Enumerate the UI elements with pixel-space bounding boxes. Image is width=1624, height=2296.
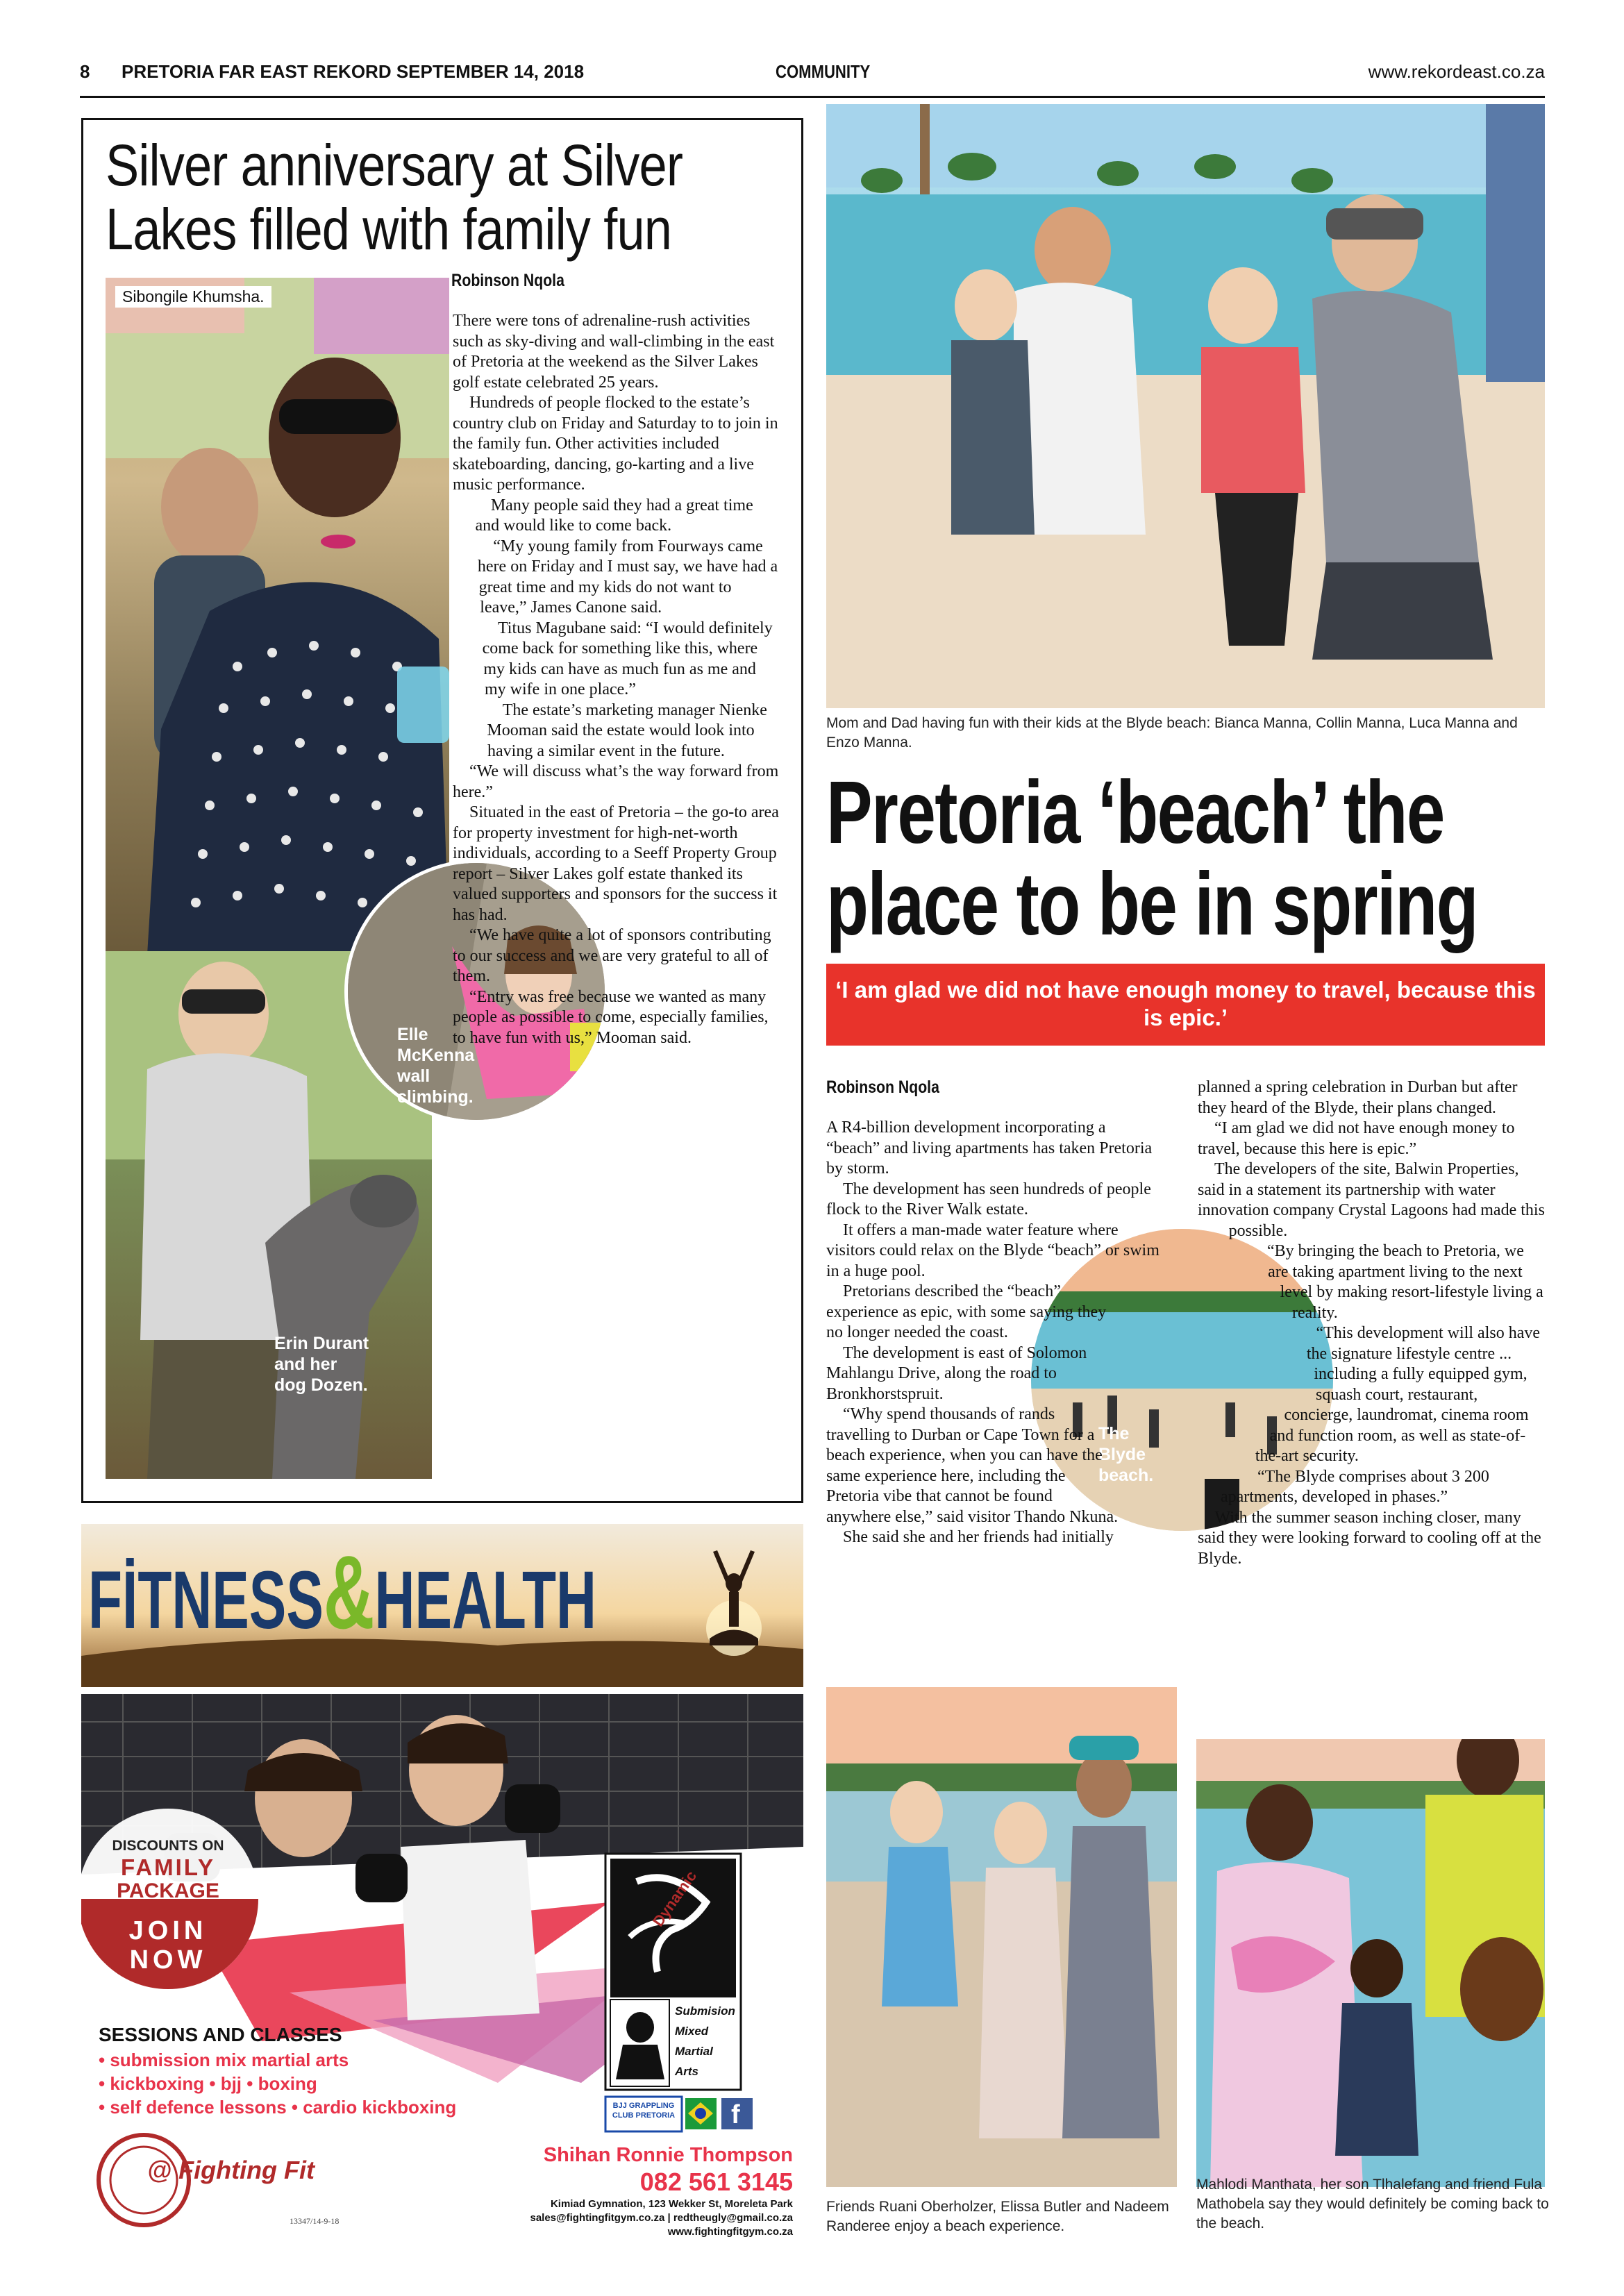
photo-manna-family [826, 104, 1545, 708]
right-col2-paragraph-7: With the summer season inching closer, many said they were looking forward to cooling off at the Blyde. [1198, 1508, 1541, 1568]
header-rule [80, 96, 1545, 98]
contact-name: Shihan Ronnie Thompson [543, 2144, 793, 2166]
right-col1-paragraph-6: “Why spend thousands of rands travelling to Durban or Cape Town for a beach experience, when you can have the same experience here, including the Pretoria vibe that cannot be found anywhere else,” said visitor Thando Nkuna. [826, 1405, 1119, 1526]
publication-line: PRETORIA FAR EAST REKORD SEPTEMBER 14, 2018 [122, 61, 585, 82]
title-f: F [88, 1555, 123, 1646]
left-paragraph-1: There were tons of adrenaline-rush activities such as sky-diving and wall-climbing in the east of Pretoria at the weekend as the Silver Lakes golf estate celebrated 25 years. [453, 312, 775, 392]
right-body-col1 [826, 1118, 1160, 1548]
right-col2-paragraph-2: “I am glad we did not have enough money to travel, because this here is epic.” [1198, 1119, 1515, 1158]
right-col1-paragraph-3: It offers a man-made water feature where visitors could relax on the Blyde “beach” or swim in a huge pool. [826, 1221, 1160, 1280]
photo-sibongile [106, 278, 449, 955]
title-tness: TNESS [137, 1555, 324, 1646]
title-health: HEALTH [374, 1555, 596, 1646]
right-headline: Pretoria ‘beach’ the place to be in spring [826, 763, 1478, 954]
photo-label-erin: Erin Durant and her dog Dozen. [274, 1334, 369, 1395]
ad-ref: 13347/14-9-18 [290, 2216, 340, 2226]
page-number: 8 [80, 61, 90, 82]
sessions-title: SESSIONS AND CLASSES [99, 2024, 342, 2045]
fitness-health-title [88, 1534, 596, 1650]
sessions-list [99, 2048, 456, 2119]
smma-text: Submision Mixed Martial Arts [675, 2004, 735, 2078]
contact-details [530, 2197, 793, 2239]
right-col2-paragraph-3: The developers of the site, Balwin Properties, said in a statement its partnership with water innovation company Crystal Lagoons had made this possible. [1198, 1160, 1545, 1240]
right-col1-paragraph-1: A R4-billion development incorporating a “beach” and living apartments has taken Pretoria by storm. [826, 1118, 1153, 1178]
left-paragraph-5: Titus Magubane said: “I would definitely come back for something like this, where my kids can have as much fun as me and my wife in one place.” [482, 619, 773, 698]
left-paragraph-2: Hundreds of people flocked to the estate’s country club on Friday and Saturday to to join in the family fun. Other activities included skateboarding, dancing, go-karting and a live music performance. [453, 394, 778, 494]
fighting-fit-logo: @ Fighting Fit [147, 2156, 315, 2184]
left-paragraph-4: “My young family from Fourways came here on Friday and I must say, we have had a great time and my kids do not want to leave,” James Canone said. [477, 537, 778, 617]
address: Kimiad Gymnation, 123 Wekker St, Moreleta Park [550, 2198, 793, 2210]
ad-website: www.fightingfitgym.co.za [667, 2226, 793, 2238]
right-col1-paragraph-5: The development is east of Solomon Mahlangu Drive, along the road to Bronkhorstspruit. [826, 1343, 1087, 1403]
title-i: İ [122, 1555, 138, 1646]
bjj-logo-text: BJJ GRAPPLING CLUB PRETORIA [612, 2102, 676, 2120]
discount-line3: PACKAGE [117, 1879, 219, 1902]
section-label: COMMUNITY [776, 61, 871, 82]
join-now-button[interactable] [95, 1916, 241, 1975]
right-col1-paragraph-7: She said she and her friends had initially [843, 1528, 1114, 1546]
photo-mahlodi [1196, 1739, 1545, 2187]
left-paragraph-9: “We have quite a lot of sponsors contributing to our success and we are very grateful to all of them. [453, 926, 771, 985]
left-paragraph-10: “Entry was free because we wanted as many people as possible to come, especially families, to have fun with us,” Mooman said. [453, 987, 769, 1047]
top-photo-caption: Mom and Dad having fun with their kids at the Blyde beach: Bianca Manna, Collin Manna, Luca Manna and Enzo Manna. [826, 715, 1518, 751]
contact-phone: 082 561 3145 [639, 2168, 793, 2196]
left-byline: Robinson Nqola [451, 271, 564, 290]
right-col1-paragraph-2: The development has seen hundreds of people flock to the River Walk estate. [826, 1180, 1151, 1218]
facebook-icon[interactable]: f [731, 2100, 740, 2129]
photo-label-elle: Elle McKenna wall climbing. [397, 1025, 475, 1107]
left-paragraph-7: “We will discuss what’s the way forward from here.” [453, 762, 779, 801]
right-col2-paragraph-6: “The Blyde comprises about 3 200 apartments, developed in phases.” [1220, 1467, 1489, 1506]
discount-line1: DISCOUNTS ON [112, 1838, 224, 1854]
bottom-left-caption: Friends Ruani Oberholzer, Elissa Butler and Nadeem Randeree enjoy a beach experience. [826, 2199, 1169, 2234]
photo-label-blyde: The Blyde beach. [1098, 1424, 1154, 1485]
right-body-col2 [1198, 1078, 1545, 1569]
session-item: • self defence lessons • cardio kickboxing [99, 2097, 457, 2118]
session-item: • submission mix martial arts [99, 2050, 349, 2070]
page-header [80, 61, 1545, 90]
left-headline: Silver anniversary at Silver Lakes filled with family fun [106, 133, 683, 262]
join-line2: NOW [129, 1945, 207, 1975]
discount-line2: FAMILY [121, 1854, 215, 1880]
left-paragraph-8: Situated in the east of Pretoria – the go-to area for property investment for high-net-worth individuals, according to a Seeff Property Group report – Silver Lakes golf estate thanked its valued supporters and sponsors for the success it has had. [453, 803, 779, 924]
bottom-right-caption: Mahlodi Manthata, her son Tlhalefang and friend Fula Mathobela say they would definitely be coming back to the beach. [1196, 2177, 1549, 2231]
right-col2-paragraph-5: “This development will also have the signature lifestyle centre ... including a fully equipped gym, squash court, restaurant, concierge, laundromat, cinema room and function room, as well as state-of-the-art security. [1255, 1324, 1541, 1465]
left-paragraph-6: The estate’s marketing manager Nienke Mooman said the estate would look into having a similar event in the future. [487, 701, 767, 760]
left-paragraph-3: Many people said they had a great time and would like to come back. [475, 496, 753, 535]
photo-label-sibongile: Sibongile Khumsha. [115, 286, 271, 308]
dynamic-logo-text: Dynamic [649, 1867, 701, 1930]
photo-friends [826, 1687, 1177, 2187]
fighting-fit-ad [81, 1694, 803, 2243]
right-col2-paragraph-4: “By bringing the beach to Pretoria, we are taking apartment living to the next level by making resort-lifestyle living a reality. [1266, 1242, 1543, 1322]
pull-quote: ‘I am glad we did not have enough money to travel, because this is epic.’ [826, 964, 1545, 1046]
emails: sales@fightingfitgym.co.za | redtheugly@gmail.co.za [530, 2212, 793, 2224]
join-line1: JOIN [128, 1916, 208, 1945]
right-byline: Robinson Nqola [826, 1078, 939, 1097]
right-col1-paragraph-4: Pretorians described the “beach” experience as epic, with some saying they no longer needed the coast. [826, 1282, 1107, 1341]
session-item: • kickboxing • bjj • boxing [99, 2073, 317, 2094]
left-body [453, 311, 779, 1048]
website: www.rekordeast.co.za [1368, 61, 1545, 82]
title-amp: & [323, 1534, 375, 1650]
right-col2-paragraph-1: planned a spring celebration in Durban but after they heard of the Blyde, their plans changed. [1198, 1078, 1518, 1117]
fitness-health-banner [81, 1524, 803, 1687]
